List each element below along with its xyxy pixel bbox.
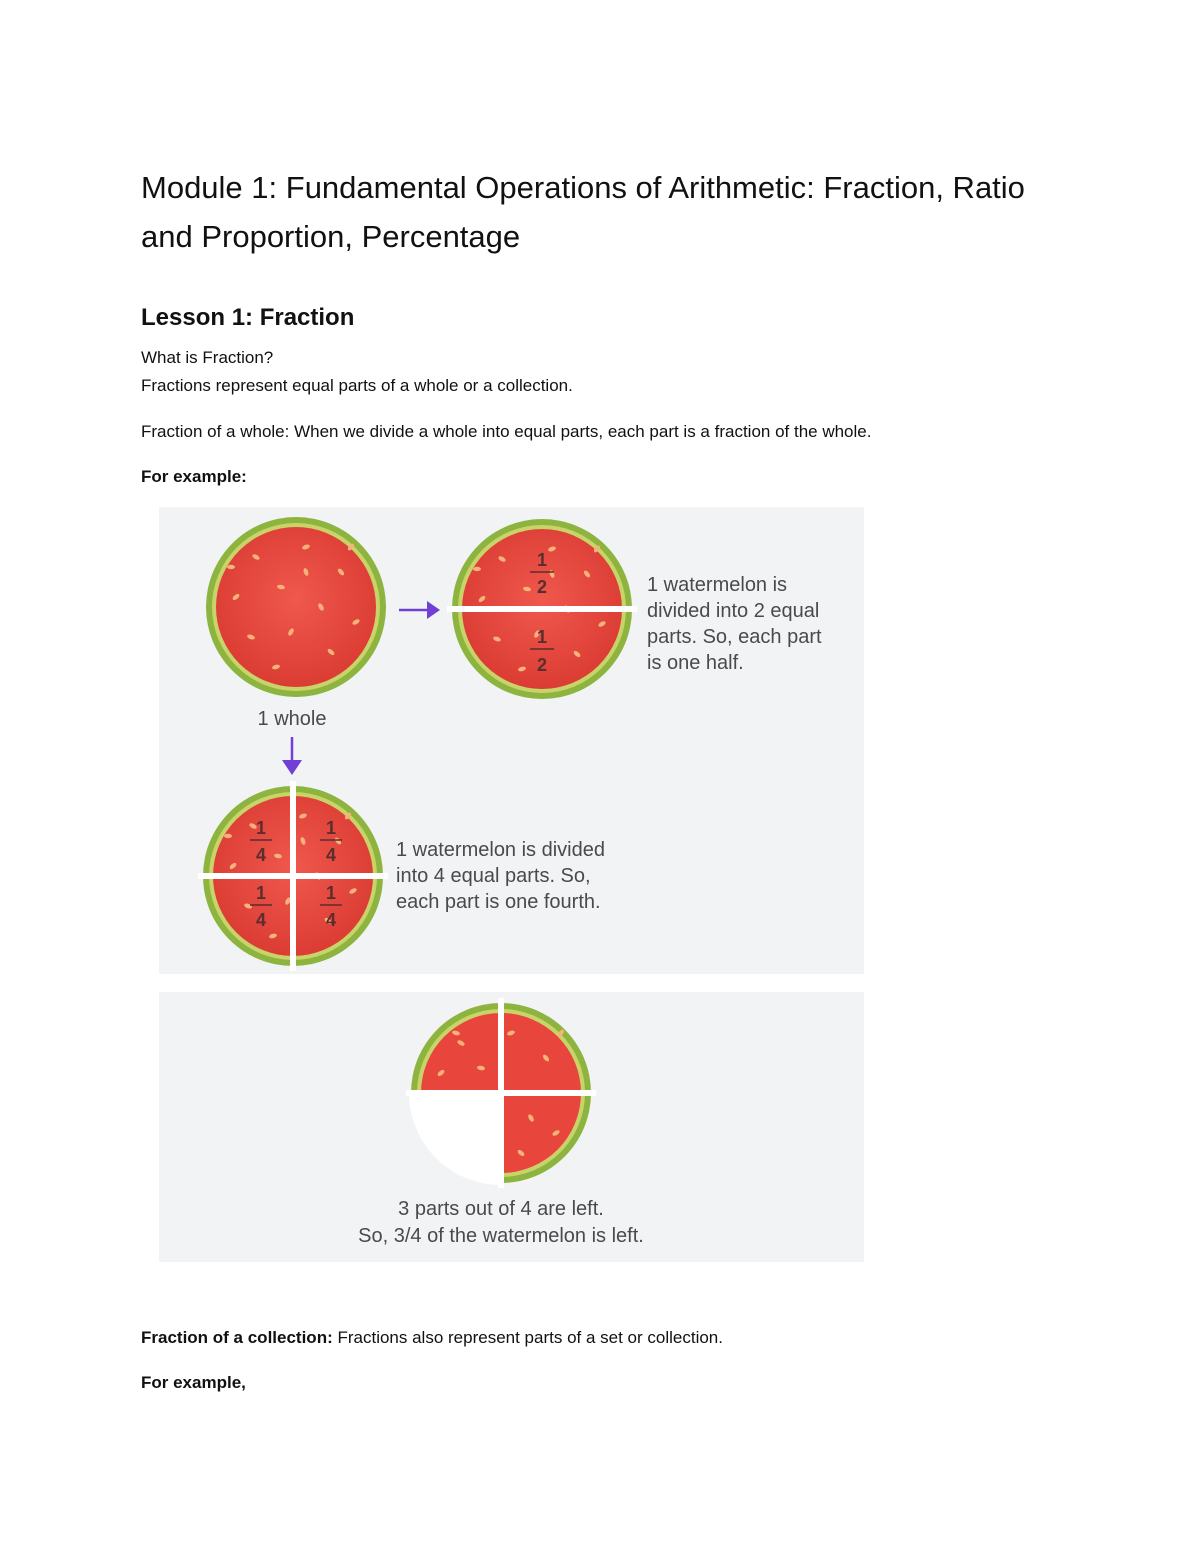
lesson-heading: Lesson 1: Fraction [141, 304, 355, 331]
three-quarter-watermelon [406, 998, 596, 1188]
for-example-label-2: For example, [141, 1373, 246, 1392]
fraction-denominator: 2 [536, 655, 548, 675]
fraction-of-whole-text: When we divide a whole into equal parts, each part is a fraction of the whole. [289, 422, 872, 441]
fraction-of-whole-term: Fraction of a whole: [141, 422, 290, 441]
definition-text: Fractions represent equal parts of a whole or a collection. [141, 376, 573, 395]
svg-text:3 parts out of 4 are left.: 3 parts out of 4 are left. [398, 1198, 604, 1220]
fraction-of-collection-text: Fractions also represent parts of a set or collection. [332, 1328, 723, 1347]
svg-text:each part is one fourth.: each part is one fourth. [396, 891, 601, 913]
svg-text:4: 4 [325, 910, 337, 930]
half-caption [647, 574, 822, 674]
whole-label: 1 whole [257, 708, 327, 730]
svg-text:1: 1 [255, 818, 267, 838]
fraction-of-collection-paragraph [141, 1328, 723, 1348]
watermelon-fraction-figure [159, 507, 864, 974]
svg-text:divided into 2 equal: divided into 2 equal [647, 600, 820, 622]
page-title: Module 1: Fundamental Operations of Arithmetic: Fraction, Ratio and Proportion, Percentage [141, 170, 1025, 254]
svg-text:1 watermelon is divided: 1 watermelon is divided [396, 839, 605, 861]
svg-text:into 4 equal parts. So,: into 4 equal parts. So, [396, 865, 591, 887]
question-text: What is Fraction? [141, 348, 274, 367]
svg-text:1: 1 [325, 883, 337, 903]
svg-text:1: 1 [255, 883, 267, 903]
svg-text:4: 4 [255, 910, 267, 930]
quarter-caption [396, 839, 605, 913]
for-example-label: For example: [141, 467, 247, 486]
whole-watermelon [206, 517, 386, 697]
svg-text:So, 3/4 of the watermelon is l: So, 3/4 of the watermelon is left. [358, 1225, 644, 1247]
svg-text:parts. So, each part: parts. So, each part [647, 626, 822, 648]
svg-text:is one half.: is one half. [647, 652, 744, 674]
fraction-numerator: 1 [536, 550, 548, 570]
svg-text:4: 4 [255, 845, 267, 865]
fraction-of-whole-paragraph [141, 422, 871, 442]
arrow-right-icon [399, 601, 440, 619]
fraction-denominator: 2 [536, 577, 548, 597]
fraction-of-collection-term: Fraction of a collection: [141, 1328, 333, 1347]
three-fourths-figure [159, 992, 864, 1262]
arrow-down-icon [282, 737, 302, 775]
svg-text:1: 1 [325, 818, 337, 838]
three-fourths-caption [358, 1198, 644, 1247]
svg-text:1 watermelon is: 1 watermelon is [647, 574, 788, 596]
svg-text:4: 4 [325, 845, 337, 865]
quartered-watermelon [198, 781, 388, 971]
fraction-numerator: 1 [536, 627, 548, 647]
